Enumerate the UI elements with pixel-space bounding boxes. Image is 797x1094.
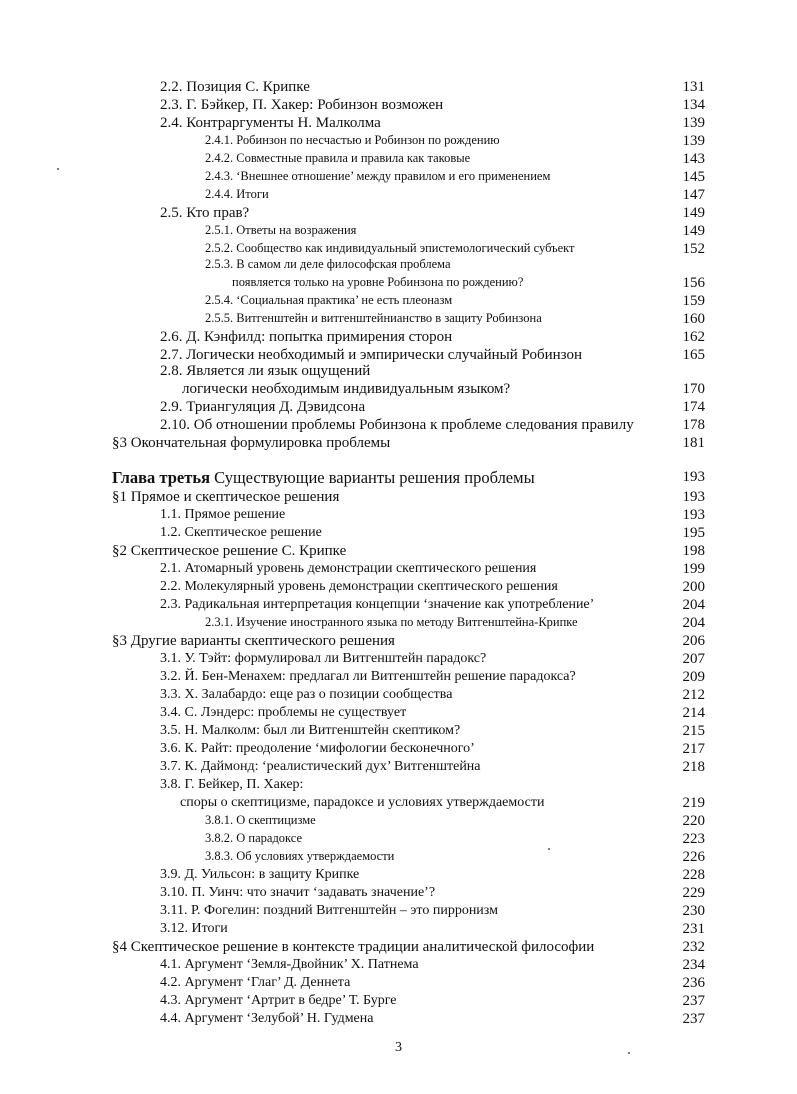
entry-page: 236: [682, 975, 705, 991]
entry-title: 3.8.1. О скептицизме: [205, 813, 316, 827]
entry-title: 2.5.2. Сообщество как индивидуальный эпистемологический субъект: [205, 241, 575, 255]
entry-title: §2 Скептическое решение С. Крипке: [112, 543, 347, 559]
entry-page: 237: [682, 1011, 705, 1027]
entry-page: 174: [682, 399, 705, 415]
page-number: 3: [395, 1040, 402, 1055]
entry-page: 178: [682, 417, 705, 433]
entry-page: 214: [682, 705, 705, 721]
entry-page: 170: [682, 381, 705, 397]
entry-title: §3 Другие варианты скептического решения: [112, 633, 395, 649]
entry-title: 2.8. Является ли язык ощущений: [160, 363, 371, 379]
entry-title: 4.1. Аргумент ‘Земля-Двойник’ Х. Патнема: [160, 957, 419, 972]
entry-title: 2.5.5. Витгенштейн и витгенштейнианство в защиту Робинзона: [205, 311, 542, 325]
entry-title: 2.3. Радикальная интерпретация концепции ‘значение как употребление’: [160, 597, 595, 612]
entry-title: 2.6. Д. Кэнфилд: попытка примирения сторон: [160, 329, 453, 345]
entry-page: 209: [682, 669, 705, 685]
entry-title: 2.2. Позиция С. Крипке: [160, 79, 310, 95]
chapter-title: Существующие варианты решения проблемы: [214, 468, 535, 487]
entry-title: 4.3. Аргумент ‘Артрит в бедре’ Т. Бурге: [160, 993, 397, 1008]
entry-page: 181: [682, 435, 705, 451]
entry-page: 218: [682, 759, 705, 775]
entry-title: 3.9. Д. Уильсон: в защиту Крипке: [160, 867, 360, 882]
entry-title: 2.4. Контраргументы Н. Малколма: [160, 115, 381, 131]
entry-title: §1 Прямое и скептическое решения: [112, 489, 340, 505]
entry-page: 195: [682, 525, 705, 541]
entry-page: 237: [682, 993, 705, 1009]
entry-page: 199: [682, 561, 705, 577]
entry-page: 143: [682, 151, 705, 167]
entry-title: 1.1. Прямое решение: [160, 507, 286, 522]
entry-page: 204: [682, 615, 705, 631]
entry-page: 223: [682, 831, 705, 847]
entry-title: 1.2. Скептическое решение: [160, 525, 322, 540]
entry-page: 159: [682, 293, 705, 309]
entry-title: 2.4.4. Итоги: [205, 187, 269, 201]
entry-page: 207: [682, 651, 705, 667]
entry-title: 2.3.1. Изучение иностранного языка по методу Витгенштейна-Крипке: [205, 615, 578, 629]
entry-page: 219: [682, 795, 705, 811]
entry-title: споры о скептицизме, парадоксе и условиях утверждаемости: [180, 795, 545, 810]
entry-title: 3.11. Р. Фогелин: поздний Витгенштейн – это пирронизм: [160, 903, 498, 918]
entry-title: 3.12. Итоги: [160, 921, 228, 936]
entry-page: 228: [682, 867, 705, 883]
entry-title: 2.10. Об отношении проблемы Робинзона к проблеме следования правилу: [160, 417, 634, 433]
entry-page: 217: [682, 741, 705, 757]
entry-page: 139: [682, 133, 705, 149]
entry-title: 4.4. Аргумент ‘Зелубой’ Н. Гудмена: [160, 1011, 374, 1026]
entry-page: 193: [682, 507, 705, 523]
entry-title: 2.5. Кто прав?: [160, 205, 250, 221]
entry-page: 232: [682, 939, 705, 955]
entry-page: 230: [682, 903, 705, 919]
entry-page: 231: [682, 921, 705, 937]
entry-title: 3.1. У. Тэйт: формулировал ли Витгенштейн парадокс?: [160, 651, 487, 666]
entry-title: 3.3. Х. Залабардо: еще раз о позиции сообщества: [160, 687, 453, 702]
entry-page: 234: [682, 957, 705, 973]
entry-page: 134: [682, 97, 705, 113]
chapter-label: Глава третья: [112, 468, 210, 487]
entry-title: 2.5.3. В самом ли деле философская проблема: [205, 257, 451, 271]
entry-title: 3.10. П. Уинч: что значит ‘задавать значение’?: [160, 885, 436, 900]
entry-page: 149: [682, 205, 705, 221]
scan-speck: [57, 168, 59, 170]
scan-speck: [548, 848, 550, 850]
scan-speck: [628, 1052, 630, 1054]
entry-page: 139: [682, 115, 705, 131]
entry-title: 2.5.1. Ответы на возражения: [205, 223, 357, 237]
entry-page: 160: [682, 311, 705, 327]
entry-title: появляется только на уровне Робинзона по рождению?: [232, 275, 524, 289]
entry-page: 229: [682, 885, 705, 901]
entry-title: 2.3. Г. Бэйкер, П. Хакер: Робинзон возможен: [160, 97, 444, 113]
entry-page: 162: [682, 329, 705, 345]
entry-title: 2.4.1. Робинзон по несчастью и Робинзон по рождению: [205, 133, 500, 147]
entry-title: 3.8. Г. Бейкер, П. Хакер:: [160, 777, 304, 792]
entry-page: 198: [682, 543, 705, 559]
entry-page: 152: [682, 241, 705, 257]
entry-page: 226: [682, 849, 705, 865]
entry-page: 200: [682, 579, 705, 595]
entry-title: 3.6. К. Райт: преодоление ‘мифологии бесконечного’: [160, 741, 475, 756]
entry-title: 3.5. Н. Малколм: был ли Витгенштейн скептиком?: [160, 723, 461, 738]
entry-page: 193: [682, 489, 705, 505]
entry-title: 3.8.3. Об условиях утверждаемости: [205, 849, 395, 863]
entry-title: 2.7. Логически необходимый и эмпирически случайный Робинзон: [160, 347, 583, 363]
entry-page: 193: [682, 469, 705, 485]
entry-title: 2.2. Молекулярный уровень демонстрации скептического решения: [160, 579, 558, 594]
entry-page: 220: [682, 813, 705, 829]
entry-page: 212: [682, 687, 705, 703]
entry-page: 145: [682, 169, 705, 185]
entry-title: 3.7. К. Даймонд: ‘реалистический дух’ Витгенштейна: [160, 759, 481, 774]
entry-page: 156: [682, 275, 705, 291]
entry-title: 2.4.3. ‘Внешнее отношение’ между правилом и его применением: [205, 169, 551, 183]
entry-title: 4.2. Аргумент ‘Глаг’ Д. Деннета: [160, 975, 351, 990]
entry-title: 2.1. Атомарный уровень демонстрации скептического решения: [160, 561, 537, 576]
entry-page: 149: [682, 223, 705, 239]
entry-title: §3 Окончательная формулировка проблемы: [112, 435, 391, 451]
entry-title: 2.9. Триангуляция Д. Дэвидсона: [160, 399, 366, 415]
entry-page: 204: [682, 597, 705, 613]
entry-page: 206: [682, 633, 705, 649]
entry-title: 3.4. С. Лэндерс: проблемы не существует: [160, 705, 407, 720]
entry-title: 3.2. Й. Бен-Менахем: предлагал ли Витгенштейн решение парадокса?: [160, 669, 576, 684]
entry-title: 2.5.4. ‘Социальная практика’ не есть плеоназм: [205, 293, 453, 307]
entry-title: §4 Скептическое решение в контексте традиции аналитической философии: [112, 939, 595, 955]
entry-page: 147: [682, 187, 705, 203]
entry-title: логически необходимым индивидуальным языком?: [182, 381, 511, 397]
entry-title: 3.8.2. О парадоксе: [205, 831, 303, 845]
entry-page: 165: [682, 347, 705, 363]
entry-page: 215: [682, 723, 705, 739]
entry-title: 2.4.2. Совместные правила и правила как таковые: [205, 151, 471, 165]
entry-page: 131: [682, 79, 705, 95]
